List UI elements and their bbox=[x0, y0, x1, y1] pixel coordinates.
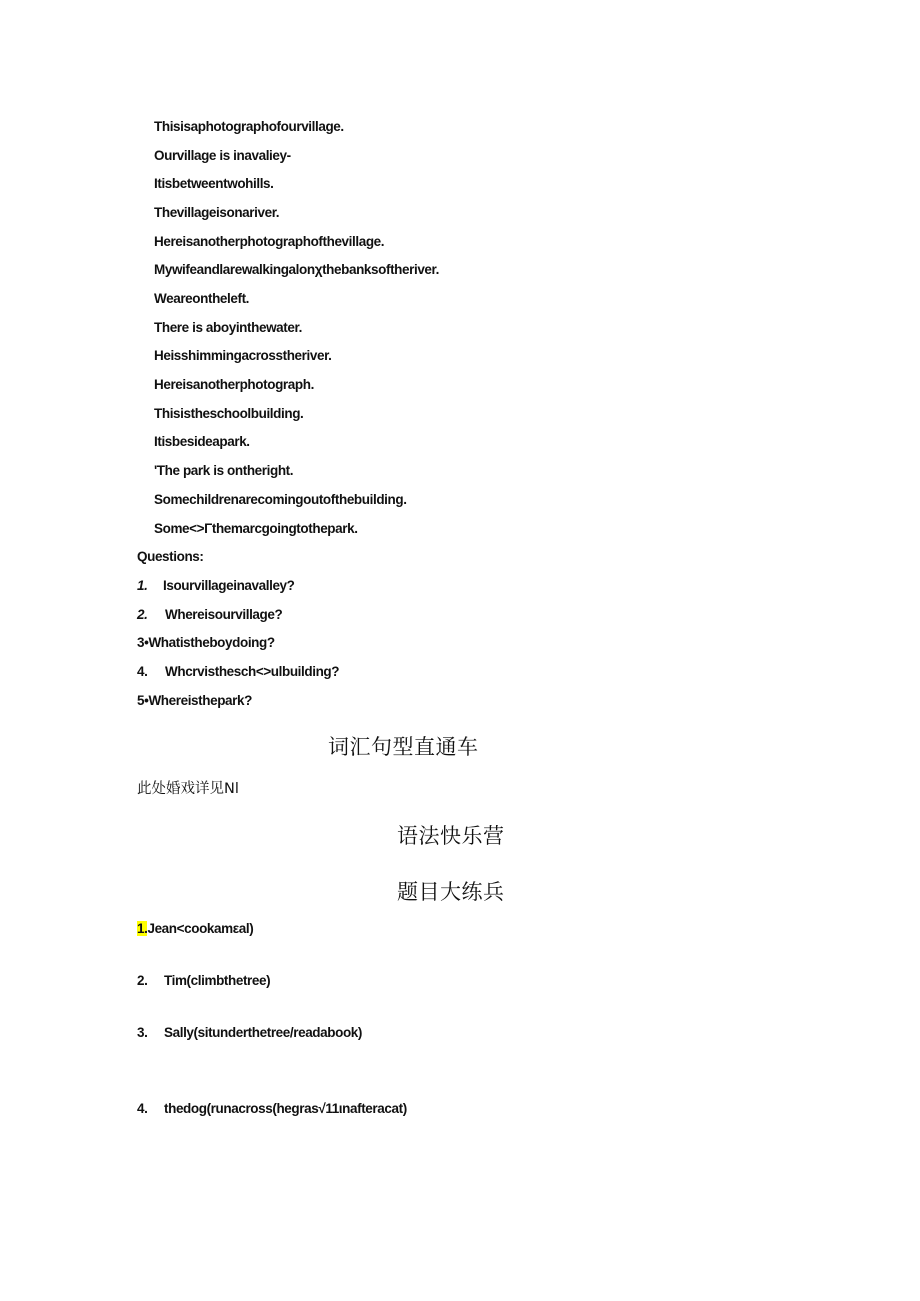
heading-grammar: 语法快乐营 bbox=[397, 824, 505, 848]
question-2 bbox=[137, 607, 282, 622]
passage-line-5: Hereisanotherphotographofthevillage. bbox=[154, 234, 385, 249]
passage-line-11: Thisistheschoolbuilding. bbox=[154, 406, 304, 421]
exercise-number: 3. bbox=[137, 1025, 148, 1040]
exercise-text: thedog(runacross(hegras√11ιnafteracat) bbox=[164, 1101, 407, 1116]
passage-line-13: 'The park is ontheright. bbox=[154, 463, 294, 478]
question-text: Whereisourvillage? bbox=[165, 607, 283, 622]
question-number: 4. bbox=[137, 664, 148, 679]
question-3 bbox=[137, 635, 275, 650]
heading-practice: 题目大练兵 bbox=[397, 880, 505, 904]
question-number: 3• bbox=[137, 635, 149, 650]
passage-line-15: Some<>Γthemarcgoingtothepark. bbox=[154, 521, 358, 536]
question-text: Whcrvisthesch<>ulbuilding? bbox=[165, 664, 340, 679]
heading-vocab: 词汇句型直通车 bbox=[328, 735, 479, 759]
passage-line-14: Somechildrenarecomingoutofthebuilding. bbox=[154, 492, 407, 507]
passage-line-6: Mywifeandlarewalkingalonχthebanksoftheriver. bbox=[154, 262, 440, 277]
passage-line-8: There is aboyinthewater. bbox=[154, 320, 302, 335]
exercise-number: 4. bbox=[137, 1101, 148, 1116]
exercise-1 bbox=[137, 921, 253, 936]
passage-line-12: Itisbesideapark. bbox=[154, 434, 250, 449]
exercise-text: Jean<cookamεal) bbox=[147, 921, 254, 936]
passage-line-4: Thevillageisonariver. bbox=[154, 205, 280, 220]
question-5 bbox=[137, 693, 252, 708]
exercise-text: Sally(situnderthetree/readabook) bbox=[164, 1025, 363, 1040]
passage-line-2: Ourvillage is inavaliey- bbox=[154, 148, 291, 163]
passage-line-7: Weareontheleft. bbox=[154, 291, 250, 306]
exercise-number: 2. bbox=[137, 973, 148, 988]
exercise-2 bbox=[137, 973, 270, 988]
question-text: Whatistheboydoing? bbox=[148, 635, 275, 650]
exercise-3 bbox=[137, 1025, 362, 1040]
question-4 bbox=[137, 664, 339, 679]
question-number: 2. bbox=[137, 607, 148, 622]
question-number: 5• bbox=[137, 693, 149, 708]
exercise-text: Tim(climbthetree) bbox=[164, 973, 271, 988]
question-1 bbox=[137, 578, 295, 593]
exercise-number-highlighted: 1. bbox=[137, 921, 148, 936]
question-number: 1. bbox=[137, 578, 148, 593]
passage-line-10: Hereisanotherphotograph. bbox=[154, 377, 314, 392]
exercise-4 bbox=[137, 1101, 407, 1116]
note-text: 此处婚戏详见Nl bbox=[137, 781, 239, 797]
question-text: Isourvillageinavalley? bbox=[163, 578, 295, 593]
questions-label: Questions: bbox=[137, 549, 204, 564]
question-text: Whereisthepark? bbox=[148, 693, 252, 708]
passage-line-1: Thisisaphotographofourvillage. bbox=[154, 119, 344, 134]
passage-line-3: Itisbetweentwohills. bbox=[154, 176, 274, 191]
passage-line-9: Heisshimmingacrosstheriver. bbox=[154, 348, 332, 363]
